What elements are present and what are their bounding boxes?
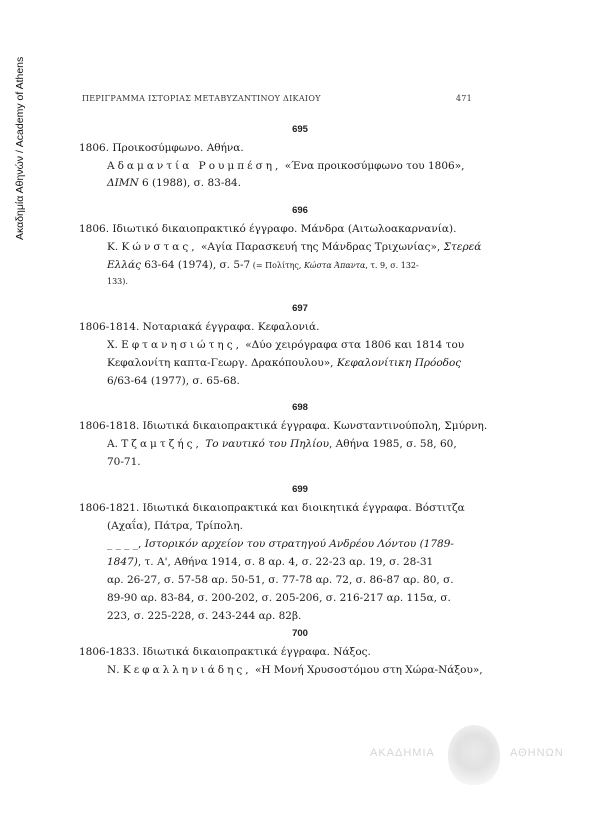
entry-citation: Αδαμαντία Ρουμπέση, «Ένα προικοσύμφωνο του 1806», xyxy=(107,160,465,172)
sidebar-label: Ακαδημία Αθηνών / Academy of Athens xyxy=(14,56,26,240)
entry-citation-cont: 133). xyxy=(107,277,128,286)
entry-citation: _ _ _ _, Ιστορικόν αρχείον του στρατηγού Ανδρέου Λόντου (1789- xyxy=(107,538,454,550)
entry-heading: 1806. Ιδιωτικό δικαιοπρακτικό έγγραφο. Μάνδρα (Αιτωλοακαρνανία). xyxy=(79,223,457,235)
entry-number: 697 xyxy=(292,303,308,314)
page-number: 471 xyxy=(455,94,472,103)
entry-citation: Κ. Κώνστας, «Αγία Παρασκευή της Μάνδρας Τριχωνίας», Στερεά xyxy=(107,241,482,253)
entry-heading: 1806-1821. Ιδιωτικά δικαιοπρακτικά και διοικητικά έγγραφα. Βόστιτζα xyxy=(79,502,465,514)
entry-citation-cont: 6/63-64 (1977), σ. 65-68. xyxy=(107,375,240,387)
entry-citation-cont: ΔΙΜΝ 6 (1988), σ. 83-84. xyxy=(107,177,242,189)
entry-citation: Χ. Εφτανησιώτης, «Δύο χειρόγραφα στα 1806 και 1814 του xyxy=(107,339,465,351)
entry-citation-cont: 70-71. xyxy=(107,456,141,468)
entry-citation-cont: Κεφαλονίτη καπτα-Γεωργ. Δρακόπουλου», Κεφαλονίτικη Πρόοδος xyxy=(107,357,462,369)
entry-heading: 1806. Προικοσύμφωνο. Αθήνα. xyxy=(79,142,244,154)
author-name: Κεφαλληνιάδης, xyxy=(122,664,252,676)
entry-number: 699 xyxy=(292,484,308,495)
entry-citation-cont: 89-90 αρ. 83-84, σ. 200-202, σ. 205-206, σ. 216-217 αρ. 115α, σ. xyxy=(107,592,451,604)
entry-citation-cont: 223, σ. 225-228, σ. 243-244 αρ. 82β. xyxy=(107,610,302,622)
entry-number: 696 xyxy=(292,205,308,216)
watermark-text-right: ΑΘΗΝΩΝ xyxy=(510,747,564,759)
author-name: Τζαμτζής, xyxy=(121,438,202,450)
entry-number: 698 xyxy=(292,402,308,413)
entry-heading: 1806-1814. Νοταριακά έγγραφα. Κεφαλονιά. xyxy=(79,321,320,333)
entry-citation-cont: 1847), τ. Α', Αθήνα 1914, σ. 8 αρ. 4, σ. 22-23 αρ. 19, σ. 28-31 xyxy=(107,556,434,568)
entry-number: 700 xyxy=(292,628,308,639)
entry-citation: Α. Τζαμτζής, Το ναυτικό του Πηλίου, Αθήνα 1985, σ. 58, 60, xyxy=(107,438,457,450)
watermark-text-left: ΑΚΑΔΗΜΙΑ xyxy=(370,747,435,759)
athena-seal-icon xyxy=(448,725,500,785)
header-title: ΠΕΡΙΓΡΑΜΜΑ ΙΣΤΟΡΙΑΣ ΜΕΤΑΒΥΖΑΝΤΙΝΟΥ ΔΙΚΑΙΟΥ xyxy=(82,94,321,103)
author-name: Αδαμαντία Ρουμπέση, xyxy=(107,160,282,172)
entry-citation-cont: αρ. 26-27, σ. 57-58 αρ. 50-51, σ. 77-78 αρ. 72, σ. 86-87 αρ. 80, σ. xyxy=(107,574,454,586)
entry-number: 695 xyxy=(292,124,308,135)
entry-heading: 1806-1833. Ιδιωτικά δικαιοπρακτικά έγγραφα. Νάξος. xyxy=(79,646,371,658)
entry-citation: Ν. Κεφαλληνιάδης, «Η Μονή Χρυσοστόμου στη Χώρα-Νάξου», xyxy=(107,664,483,676)
entry-heading-cont: (Αχαΐα), Πάτρα, Τρίπολη. xyxy=(107,520,243,532)
running-header xyxy=(82,94,472,103)
entry-heading: 1806-1818. Ιδιωτικά δικαιοπρακτικά έγγραφα. Κωνσταντινούπολη, Σμύρνη. xyxy=(79,420,488,432)
author-name: Εφτανησιώτης, xyxy=(121,339,242,351)
author-name: Κώνστας, xyxy=(121,241,198,253)
entry-citation-cont: Ελλάς 63-64 (1974), σ. 5-7 (= Πολίτης, Κώστα Άπαντα, τ. 9, σ. 132- xyxy=(107,259,419,271)
